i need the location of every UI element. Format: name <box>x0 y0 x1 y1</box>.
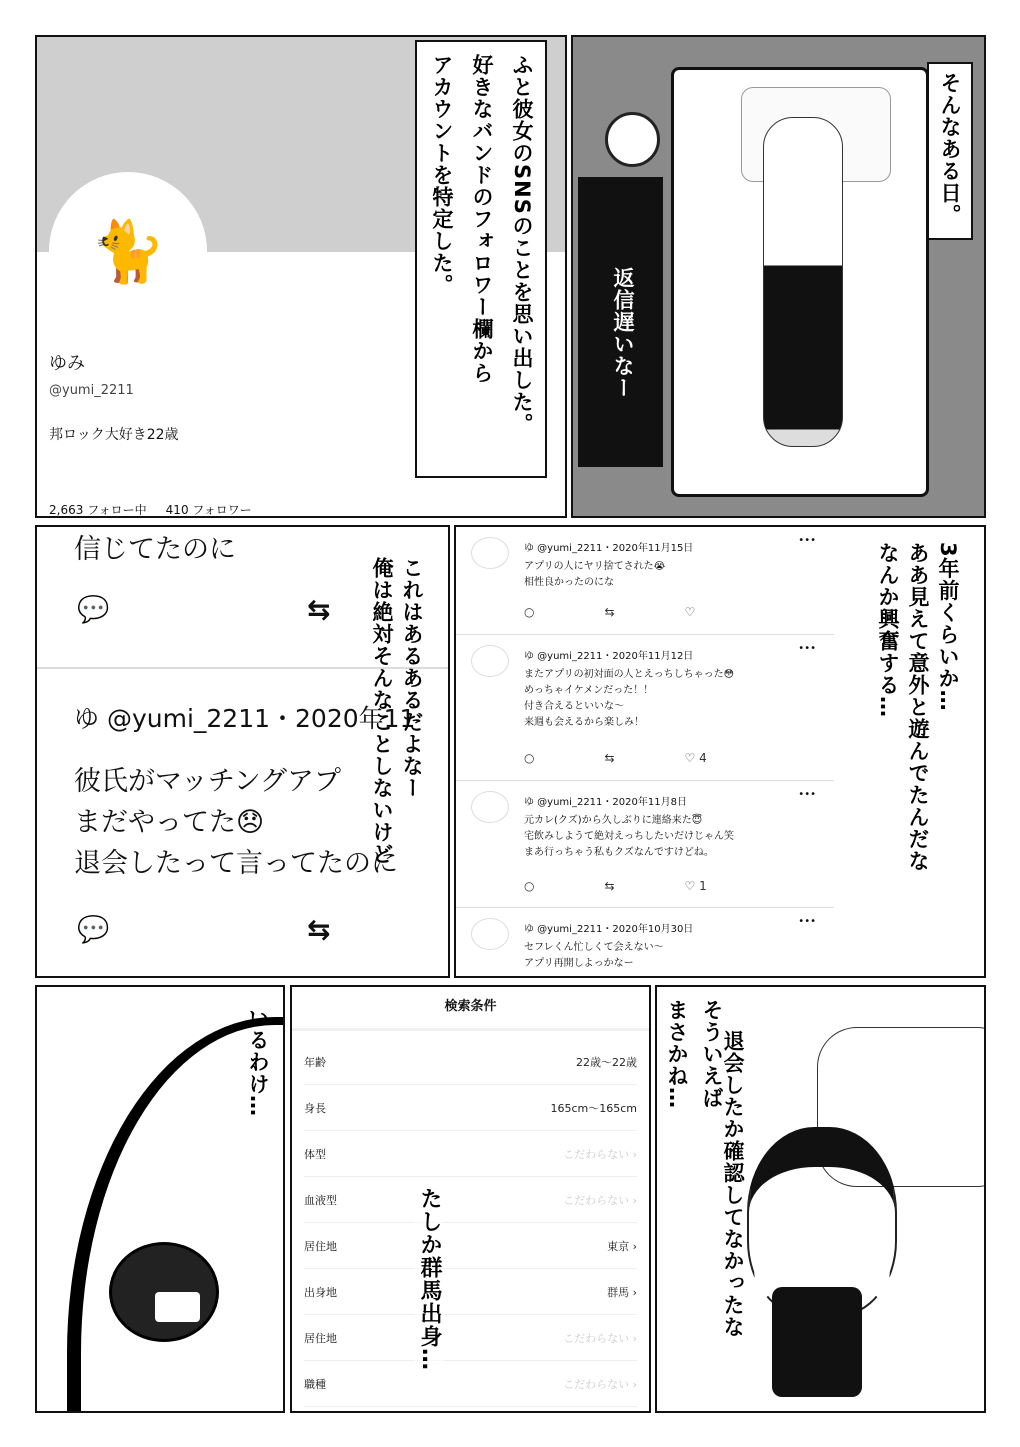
panel-profile <box>35 35 567 518</box>
condition-row-occupation[interactable] <box>304 1361 637 1407</box>
thought-text: いるわけ… <box>246 1007 270 1117</box>
thought-text: たしか群馬出身… <box>414 1187 444 1371</box>
caption-text: そんなある日。 <box>938 72 962 226</box>
thought-text: そういえば <box>700 999 724 1109</box>
row-value: 群馬 › <box>607 1285 637 1299</box>
tweet[interactable] <box>456 781 834 908</box>
following-label[interactable]: フォロー中 <box>87 503 147 517</box>
tweet-text: 退会したって言ってたのに <box>74 848 398 879</box>
condition-row-residence[interactable] <box>304 1223 637 1269</box>
tweet-text: 彼氏がマッチングアプ <box>74 766 342 797</box>
thought-text: ああ見えて意外と遊んでたんだな <box>906 542 930 872</box>
more-icon[interactable]: ••• <box>798 789 816 800</box>
follow-stats <box>49 501 252 518</box>
row-label: 体型 <box>304 1147 326 1161</box>
row-value: こだわらない › <box>563 1147 637 1161</box>
row-label: 身長 <box>304 1101 326 1115</box>
tweet-text: まだやってた😞 <box>74 807 265 838</box>
lamp <box>605 112 660 167</box>
tweet-header: ゆ @yumi_2211・2020年11月8日 <box>524 797 687 808</box>
condition-row-age[interactable] <box>304 1039 637 1085</box>
tweet-body: またアプリの初対面の人とえっちしちゃった😳 めっちゃイケメンだった！！ 付き合えるといいな〜 来週も会えるから楽しみ！ <box>524 669 735 728</box>
condition-row-blood[interactable] <box>304 1177 637 1223</box>
retweet-icon[interactable]: ⇆ <box>307 593 331 626</box>
reply-icon[interactable]: ○ <box>524 751 535 765</box>
condition-row-hometown[interactable] <box>304 1269 637 1315</box>
like-icon[interactable]: ♡ 1 <box>684 879 707 893</box>
retweet-icon[interactable]: ⇆ <box>307 913 331 946</box>
tweet-body: 元カレ(クズ)から久しぶりに連絡来た😇 宅飲みしようて絶対えっちしたいだけじゃん笑 まあ行っちゃう私もクズなんですけどね。 <box>524 815 734 858</box>
caption-box <box>415 40 547 478</box>
like-count: 1 <box>699 879 707 893</box>
row-label: 居住地 <box>304 1331 337 1345</box>
following-count[interactable]: 2,663 <box>49 503 84 517</box>
row-value: こだわらない › <box>563 1193 637 1207</box>
caption-line: アカウントを特定した。 <box>430 54 454 296</box>
thought-text: 返信遅いなー <box>611 267 635 399</box>
more-icon[interactable]: ••• <box>798 535 816 546</box>
row-label: 居住地 <box>304 1239 337 1253</box>
panel-tweet-zoom <box>35 525 450 978</box>
thought-text: なんか興奮する… <box>876 542 900 718</box>
retweet-icon[interactable]: ⇆ <box>604 605 615 619</box>
row-value: 165cm〜165cm <box>550 1101 637 1115</box>
panel-bed <box>571 35 986 518</box>
reply-icon[interactable]: 💬 <box>77 595 110 625</box>
eye-highlight <box>155 1292 200 1322</box>
avatar[interactable] <box>471 645 509 677</box>
row-label: 血液型 <box>304 1193 337 1207</box>
avatar[interactable] <box>471 791 509 823</box>
condition-row-residence-2[interactable] <box>304 1315 637 1361</box>
row-value: こだわらない › <box>563 1377 637 1391</box>
thought-text: 俺は絶対そんなことしないけど <box>370 557 394 865</box>
more-icon[interactable]: ••• <box>798 916 816 927</box>
reply-icon[interactable]: ○ <box>524 605 535 619</box>
retweet-icon[interactable]: ⇆ <box>604 751 615 765</box>
condition-row-body[interactable] <box>304 1131 637 1177</box>
row-value: 東京 › <box>607 1239 637 1253</box>
tweet[interactable] <box>456 635 834 781</box>
row-value: 22歳〜22歳 <box>576 1055 637 1069</box>
avatar[interactable] <box>471 537 509 569</box>
row-value: こだわらない › <box>563 1331 637 1345</box>
thought-text: これはあるあるだよなー <box>400 557 424 799</box>
tweet-text: 信じてたのに <box>74 534 236 565</box>
followers-label[interactable]: フォロワー <box>192 503 252 517</box>
panel-search-conditions <box>290 985 651 1413</box>
profile-name: ゆみ <box>49 353 85 374</box>
thought-text: 退会したか確認してなかったな <box>721 1030 745 1338</box>
divider <box>292 1028 649 1031</box>
panel-timeline <box>454 525 986 978</box>
panel-man-phone <box>655 985 986 1413</box>
thought-text: 3年前くらいか… <box>936 542 960 712</box>
row-label: 出身地 <box>304 1285 337 1299</box>
row-label: 職種 <box>304 1377 326 1391</box>
condition-row-height[interactable] <box>304 1085 637 1131</box>
avatar[interactable] <box>471 918 509 950</box>
screen-title: 検索条件 <box>444 999 497 1014</box>
avatar[interactable]: 🐈 <box>49 172 207 330</box>
like-icon[interactable]: ♡ 4 <box>684 751 707 765</box>
panel-eye <box>35 985 285 1413</box>
profile-bio: 邦ロック大好き22歳 <box>49 427 179 443</box>
more-icon[interactable]: ••• <box>798 643 816 654</box>
caption-line: 好きなバンドのフォロワー欄から <box>470 54 494 384</box>
followers-count[interactable]: 410 <box>165 503 189 517</box>
tweet-header: ゆ @yumi_2211・2020年11 <box>74 704 416 733</box>
sleeping-man <box>763 117 843 447</box>
like-icon[interactable]: ♡ <box>684 605 696 619</box>
row-label: 年齢 <box>304 1055 326 1069</box>
tweet[interactable] <box>456 527 834 635</box>
tweet[interactable] <box>456 908 834 978</box>
thought-text: まさかね… <box>665 999 689 1109</box>
like-count: 4 <box>699 751 707 765</box>
profile-handle: @yumi_2211 <box>49 383 134 398</box>
tweet-header: ゆ @yumi_2211・2020年10月30日 <box>524 924 694 935</box>
phone <box>772 1287 862 1397</box>
tweet-header: ゆ @yumi_2211・2020年11月15日 <box>524 543 694 554</box>
tweet-body: アプリの人にヤリ捨てされた😭 相性良かったのにな <box>524 561 666 588</box>
reply-icon[interactable]: ○ <box>524 879 535 893</box>
tweet-header: ゆ @yumi_2211・2020年11月12日 <box>524 651 694 662</box>
caption-line: ふと彼女のSNSのことを思い出した。 <box>510 54 534 435</box>
reply-icon[interactable]: 💬 <box>77 915 110 945</box>
caption-box <box>927 62 973 240</box>
retweet-icon[interactable]: ⇆ <box>604 879 615 893</box>
tweet-body: セフレくん忙しくて会えない〜 アプリ再開しよっかなー <box>524 942 664 969</box>
